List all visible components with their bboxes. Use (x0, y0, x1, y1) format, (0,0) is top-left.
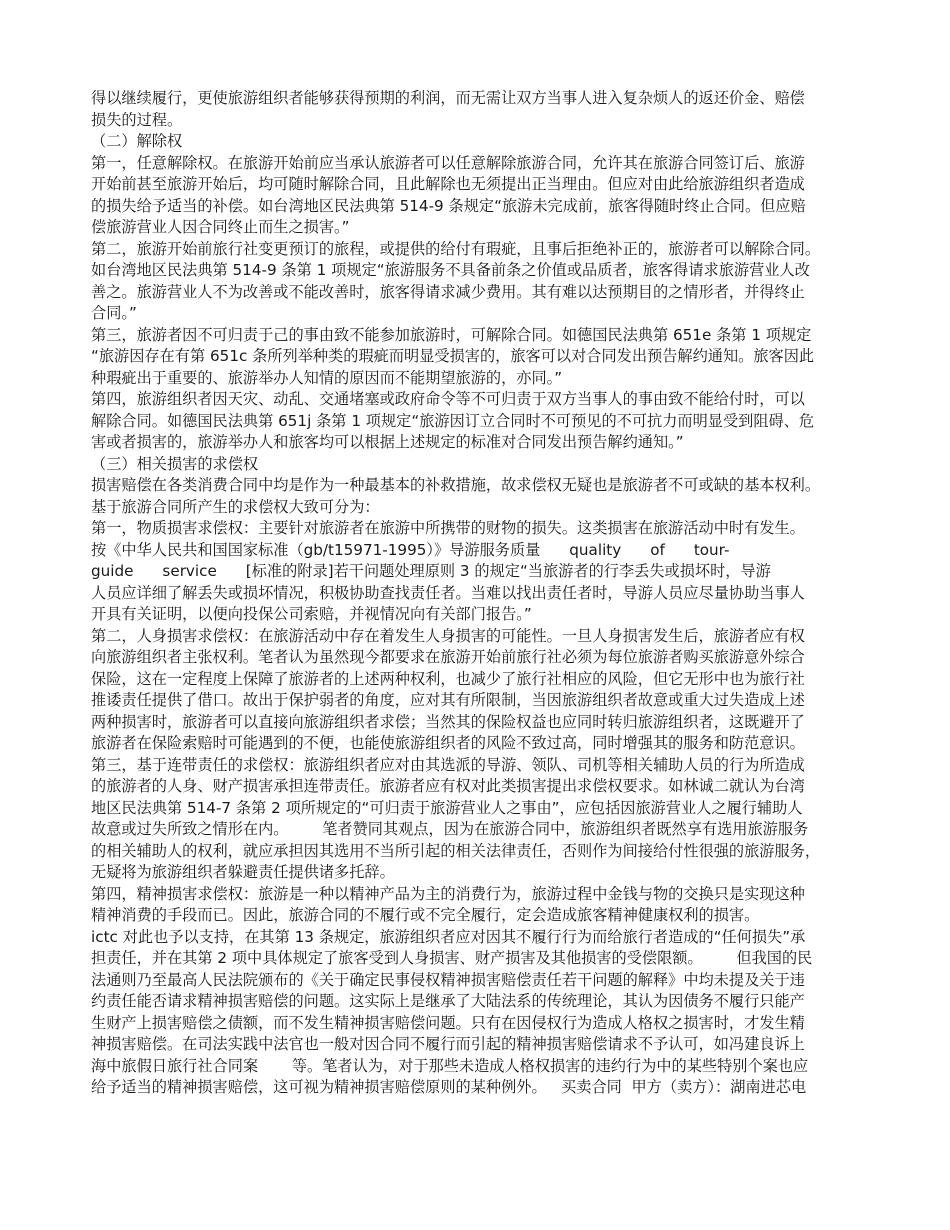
text-line: guide service [标准的附录]若干问题处理原则 3 的规定“当旅游者的行李丢失或损坏时，导游 (91, 562, 771, 580)
text-line: 推诿责任提供了借口。故出于保护弱者的角度，应对其有所限制，当因旅游组织者故意或重大过失造成上述 (91, 691, 805, 709)
text-line: 如台湾地区民法典第 514-9 条第 1 项规定“旅游服务不具备前条之价值或品质者，旅客得请求旅游营业人改 (91, 261, 810, 279)
text-line: 保险，这在一定程度上保障了旅游者的上述两种权利，也减少了旅行社相应的风险，但它无形中也为旅行社 (91, 669, 805, 688)
text-line: 海中旅假日旅行社合同案 等。笔者认为，对于那些未造成人格权损害的违约行为中的某些特别个案也应 (91, 1056, 809, 1075)
text-line: 解除合同。如德国民法典第 651j 条第 1 项规定“旅游因订立合同时不可预见的不可抗力而明显受到阻碍、危 (91, 411, 815, 430)
text-line: 生财产上损害赔偿之债额，而不发生精神损害赔偿问题。只有在因侵权行为造成人格权之损害时，才发生精 (91, 1013, 805, 1032)
text-line: 地区民法典第 514-7 条第 2 项所规定的“可归责于旅游营业人之事由”，应包括因旅游营业人之履行辅助人 (91, 798, 803, 817)
text-line: 人员应详细了解丢失或损坏情况，积极协助查找责任者。当难以找出责任者时，导游人员应尽量协助当事人 (91, 583, 805, 602)
text-line: 合同。” (91, 304, 137, 322)
text-line: 损失的过程。 (91, 110, 183, 129)
text-line: 第二，旅游开始前旅行社变更预订的旅程，或提供的给付有瑕疵，且事后拒绝补正的，旅游者可以解除合同。 (91, 239, 820, 258)
text-line: 第一，物质损害求偿权：主要针对旅游者在旅游中所携带的财物的损失。这类损害在旅游活动中时有发生。 (91, 519, 805, 537)
text-line: 精神消费的手段而已。因此，旅游合同的不履行或不完全履行，定会造成旅客精神健康权利的损害。 (91, 906, 760, 924)
text-line: 损害赔偿在各类消费合同中均是作为一种最基本的补救措施，故求偿权无疑也是旅游者不可或缺的基本权利。 (91, 476, 820, 494)
text-line: 第四，旅游组织者因天灾、动乱、交通堵塞或政府命令等不可归责于双方当事人的事由致不能给付时，可以 (91, 390, 805, 408)
text-line: 开具有关证明，以便向投保公司索赔，并视情况向有关部门报告。” (91, 605, 532, 623)
text-line: 给予适当的精神损害赔偿，这可视为精神损害赔偿原则的某种例外。 买卖合同 甲方（卖方）：湖南进芯电 (91, 1078, 807, 1096)
text-line: 第三，基于连带责任的求偿权：旅游组织者应对由其选派的导游、领队、司机等相关辅助人员的行为所造成 (91, 755, 805, 774)
text-line: 按《中华人民共和国国家标准（gb/t15971-1995）》导游服务质量 quality of tour- (91, 540, 730, 559)
text-line: 第二，人身损害求偿权：在旅游活动中存在着发生人身损害的可能性。一旦人身损害发生后，旅游者应有权 (91, 626, 805, 645)
text-line: 旅游者在保险索赔时可能遇到的不便，也能使旅游组织者的风险不致过高，同时增强其的服务和防范意识。 (91, 734, 805, 752)
text-line: 第四，精神损害求偿权：旅游是一种以精神产品为主的消费行为，旅游过程中金钱与物的交换只是实现这种 (91, 884, 805, 903)
text-line: 约责任能否请求精神损害赔偿的问题。这实际上是继承了大陆法系的传统理论，其认为因债务不履行只能产 (91, 992, 805, 1010)
section-heading: （二）解除权 (91, 132, 183, 150)
text-line: 神损害赔偿。在司法实践中法官也一般对因合同不履行而引起的精神损害赔偿请求不予认可，如冯建良诉上 (91, 1035, 805, 1053)
text-line: 第一，任意解除权。在旅游开始前应当承认旅游者可以任意解除旅游合同，允许其在旅游合同签订后、旅游 (91, 153, 805, 172)
text-line: 的相关辅助人的权利，就应承担因其选用不当所引起的相关法律责任，否则作为间接给付性很强的旅游服务， (91, 841, 820, 860)
text-line: ictc 对此也予以支持，在其第 13 条规定，旅游组织者应对因其不履行行为而给旅行者造成的“任何损失”承 (91, 927, 806, 946)
text-line: 向旅游组织者主张权利。笔者认为虽然现今都要求在旅游开始前旅行社必须为每位旅游者购买旅游意外综合 (91, 648, 805, 666)
text-line: 的损失给予适当的补偿。如台湾地区民法典第 514-9 条规定“旅游未完成前，旅客得随时终止合同。但应赔 (91, 196, 806, 215)
text-line: 法通则乃至最高人民法院颁布的《关于确定民事侵权精神损害赔偿责任若干问题的解释》中均未提及关于违 (91, 970, 805, 989)
text-line: 得以继续履行，更使旅游组织者能够获得预期的利润，而无需让双方当事人进入复杂烦人的返还价金、赔偿 (91, 89, 805, 107)
text-line: 种瑕疵出于重要的、旅游举办人知情的原因而不能期望旅游的，亦同。” (91, 368, 563, 387)
text-line: 第三，旅游者因不可归责于己的事由致不能参加旅游时，可解除合同。如德国民法典第 651e 条第 1 项规定 (91, 325, 812, 344)
text-line: 善之。旅游营业人不为改善或不能改善时，旅客得请求减少费用。其有难以达预期目的之情形者，并得终止 (91, 282, 805, 301)
text-line: 害或者损害的，旅游举办人和旅客均可以根据上述规定的标准对合同发出预告解约通知。” (91, 433, 684, 451)
text-line: “旅游因存在有第 651c 条所列举种类的瑕疵而明显受损害的，旅客可以对合同发出预告解约通知。旅客因此 (91, 347, 815, 365)
text-line: 故意或过失所致之情形在内。 笔者赞同其观点，因为在旅游合同中，旅游组织者既然享有选用旅游服务 (91, 820, 809, 838)
text-line: 两种损害时，旅游者可以直接向旅游组织者求偿；当然其的保险权益也应同时转归旅游组织者，这既避开了 (91, 712, 805, 731)
document-body (91, 88, 859, 1099)
text-line: 担责任，并在其第 2 项中具体规定了旅客受到人身损害、财产损害及其他损害的受偿限额。 但我国的民 (91, 949, 813, 967)
text-line: 无疑将为旅游组织者躲避责任提供诸多托辞。 (91, 863, 395, 881)
text-line: 开始前甚至旅游开始后，均可随时解除合同，且此解除也无须提出正当理由。但应对由此给旅游组织者造成 (91, 175, 805, 193)
text-line: 的旅游者的人身、财产损害承担连带责任。旅游者应有权对此类损害提出求偿权要求。如林诚二就认为台湾 (91, 777, 805, 795)
text-line: 偿旅游营业人因合同终止而生之损害。” (91, 218, 350, 236)
section-heading: （三）相关损害的求偿权 (91, 454, 259, 473)
text-line: 基于旅游合同所产生的求偿权大致可分为： (91, 497, 380, 516)
